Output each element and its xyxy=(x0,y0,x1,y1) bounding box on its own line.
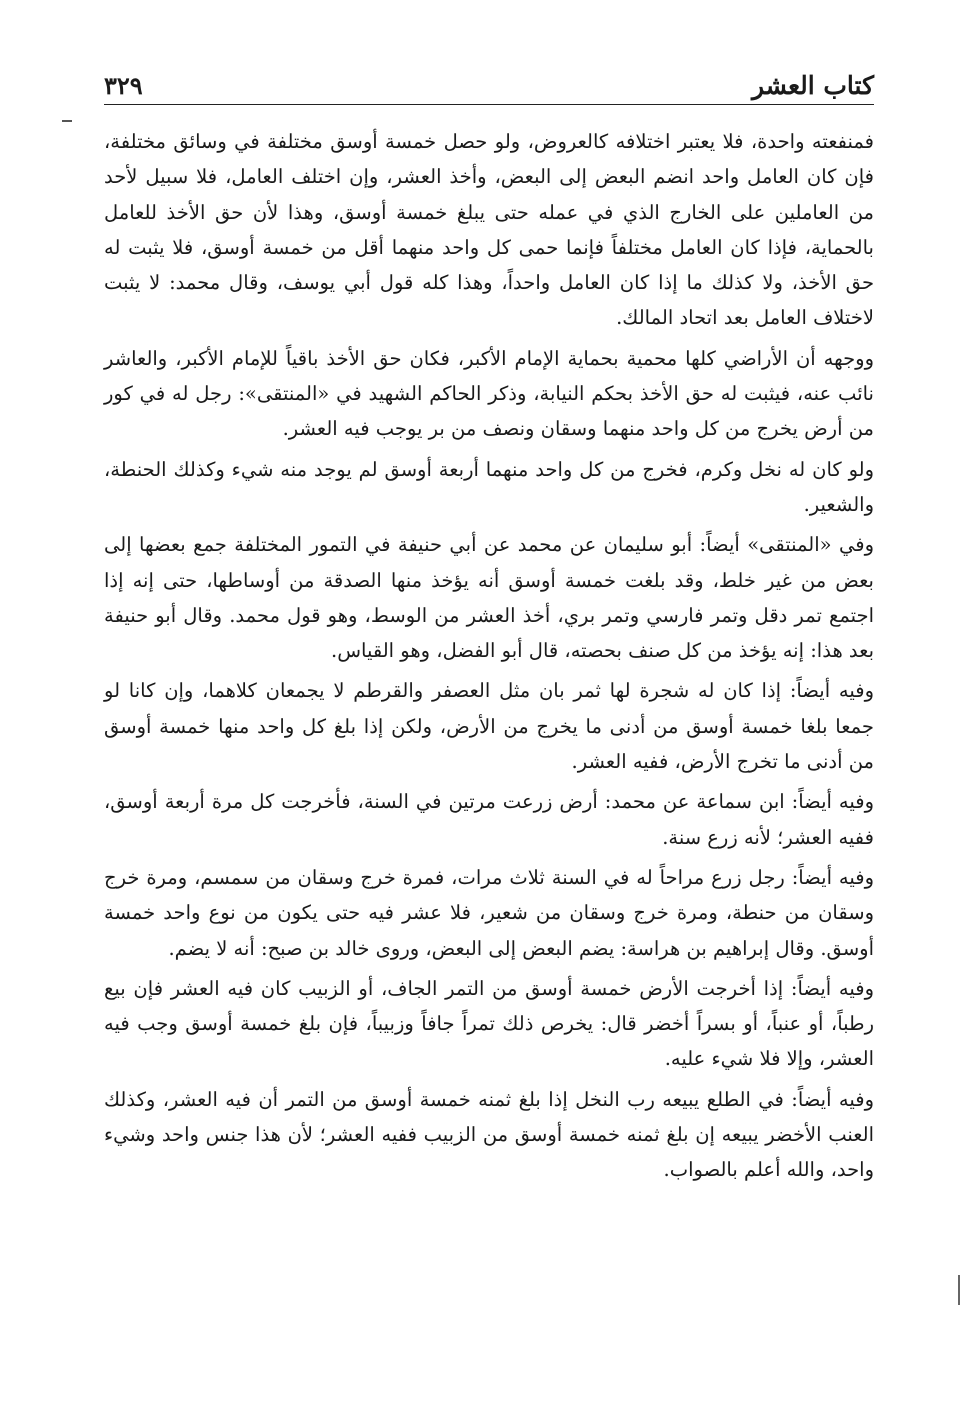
paragraph: وفيه أيضاً: ابن سماعة عن محمد: أرض زرعت مرتين في السنة، فأخرجت كل مرة أربعة أوسق، ففيه العشر؛ لأنه زرع سنة. xyxy=(104,790,874,849)
paragraph: ووجهه أن الأراضي كلها محمية بحماية الإمام الأكبر، فكان حق الأخذ باقياً للإمام الأكبر، والعاشر نائب عنه، فيثبت له حق الأخذ بحكم النيابة، وذكر الحاكم الشهيد في «المنتقى»: رجل له في كور من أرض يخرج من كل واحد منهما وسقان ونصف من بر يوجب فيه العشر. xyxy=(104,346,874,441)
running-header xyxy=(104,64,874,105)
margin-mark xyxy=(62,120,72,122)
paragraph: ولو كان له نخل وكرم، فخرج من كل واحد منهما أربعة أوسق لم يوجد منه شيء وكذلك الحنطة، والشعير. xyxy=(104,457,874,516)
paragraph: وفيه أيضاً: في الطلع يبيعه رب النخل إذا بلغ ثمنه خمسة أوسق من التمر أن فيه العشر، وكذلك العنب الأخضر يبيعه إن بلغ ثمنه خمسة أوسق من الزبيب ففيه العشر؛ لأن هذا جنس واحد وشيء واحد، والله أعلم بالصواب. xyxy=(104,1087,874,1182)
body-text xyxy=(104,124,874,1193)
page-number: ٣٢٩ xyxy=(104,71,143,100)
paragraph: فمنفعته واحدة، فلا يعتبر اختلافه كالعروض، ولو حصل خمسة أوسق مختلفة في وسائق مختلفة، فإن كان العامل واحد انضم البعض إلى البعض، وأخذ العشر، وإن اختلف العامل، فلا سبيل لأحد من العاملين على الخارج الذي في عمله حتى يبلغ خمسة أوسق، وهذا لأن حق الأخذ للعامل بالحماية، فإذا كان العامل مختلفاً فإنما حمى كل واحد منهما أقل من خمسة أوسق، فلا يثبت له حق الأخذ، ولا كذلك ما إذا كان العامل واحداً، وهذا كله قول أبي يوسف، وقال محمد: لا يثبت لاختلاف العامل بعد اتحاد المالك. xyxy=(104,130,874,330)
paragraph: وفيه أيضاً: إذا كان له شجرة لها ثمر بان مثل العصفر والقرطم لا يجمعان كلاهما، وإن كانا لو جمعا بلغا خمسة أوسق من أدنى ما يخرج من الأرض، ولكن إذا بلغ كل واحد منها خمسة أوسق من أدنى ما تخرج الأرض، ففيه العشر. xyxy=(104,679,874,774)
paragraph: وفيه أيضاً: رجل زرع مراحاً له في السنة ثلاث مرات، فمرة خرج وسقان من سمسم، ومرة خرج وسقان من حنطة، ومرة خرج وسقان من شعير، فلا عشر فيه حتى يكون من نوع واحد خمسة أوسق. وقال إبراهيم بن هراسة: يضم البعض إلى البعض، وروى خالد بن صبح: أنه لا يضم. xyxy=(104,865,874,960)
chapter-title: كتاب العشر xyxy=(751,71,874,100)
margin-mark xyxy=(958,1275,960,1305)
paragraph: وفيه أيضاً: إذا أخرجت الأرض خمسة أوسق من التمر الجاف، أو الزبيب كان فيه العشر فإن بيع رطباً، أو عنباً، أو بسراً أخضر قال: يخرص ذلك تمراً جافاً وزبيباً، فإن بلغ خمسة أوسق وجب فيه العشر، وإلا فلا شيء عليه. xyxy=(104,976,874,1071)
paragraph: وفي «المنتقى» أيضاً: أبو سليمان عن محمد عن أبي حنيفة في التمور المختلفة جمع بعضها إلى بعض من غير خلط، وقد بلغت خمسة أوسق أنه يؤخذ منها الصدقة من أوساطها، حتى إنه إذا اجتمع تمر دقل وتمر فارسي وتمر بري، أخذ العشر من الوسط، وهو قول محمد. وقال أبو حنيفة بعد هذا: إنه يؤخذ من كل صنف بحصته، قال أبو الفضل، وهو القياس. xyxy=(104,533,874,663)
